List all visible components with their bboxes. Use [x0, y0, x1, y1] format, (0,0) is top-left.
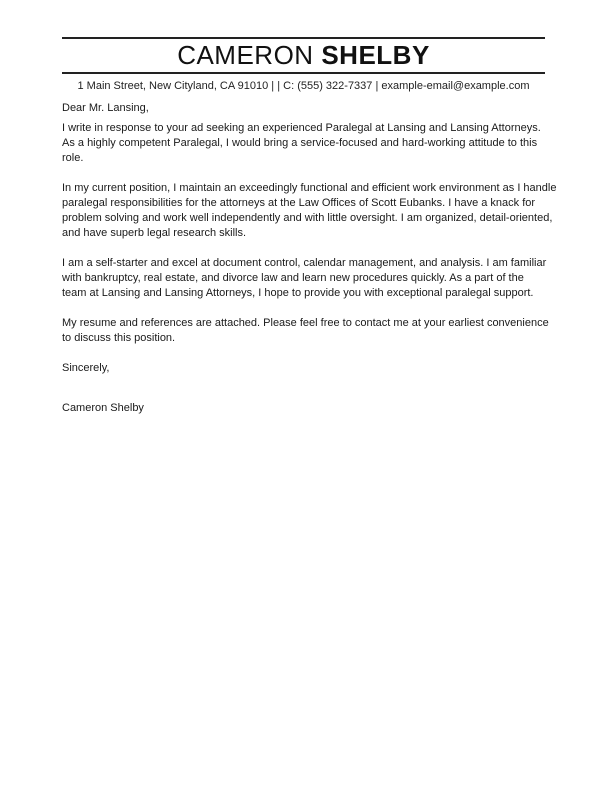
paragraph-3 [62, 256, 552, 301]
closing: Sincerely, [62, 362, 110, 374]
applicant-name [62, 40, 545, 70]
paragraph-4 [62, 316, 552, 346]
paragraph-line: and have superb legal research skills. [62, 227, 247, 239]
paragraph-line: to discuss this position. [62, 332, 176, 344]
paragraph-1 [62, 121, 552, 166]
header-top-rule [62, 37, 545, 39]
signature: Cameron Shelby [62, 402, 144, 414]
paragraph-line: In my current position, I maintain an exceedingly functional and efficient work environment as I handle [62, 182, 557, 194]
salutation: Dear Mr. Lansing, [62, 102, 149, 114]
first-name: CAMERON [177, 40, 314, 70]
header-bottom-rule [62, 72, 545, 74]
paragraph-line: My resume and references are attached. Please feel free to contact me at your earliest convenience [62, 317, 549, 329]
paragraph-line: As a highly competent Paralegal, I would bring a service-focused and hard-working attitude to this [62, 137, 538, 149]
paragraph-line: I am a self-starter and excel at document control, calendar management, and analysis. I am familiar [62, 257, 547, 269]
paragraph-line: paralegal responsibilities for the attorneys at the Law Offices of Scott Eubanks. I have a knack for [62, 197, 536, 209]
last-name: SHELBY [321, 40, 430, 70]
paragraph-line: problem solving and work well independently and with little oversight. I am organized, detail-oriented, [62, 212, 553, 224]
paragraph-2 [62, 181, 557, 241]
paragraph-line: team at Lansing and Lansing Attorneys, I hope to provide you with exceptional paralegal support. [62, 287, 534, 299]
contact-info: 1 Main Street, New Cityland, CA 91010 | | C: (555) 322-7337 | example-email@example.com [77, 80, 530, 92]
paragraph-line: with bankruptcy, real estate, and divorce law and learn new procedures quickly. As a part of the [62, 272, 524, 284]
paragraph-line: role. [62, 152, 84, 164]
paragraph-line: I write in response to your ad seeking an experienced Paralegal at Lansing and Lansing Attorneys. [62, 122, 541, 134]
letter-body [62, 101, 557, 431]
